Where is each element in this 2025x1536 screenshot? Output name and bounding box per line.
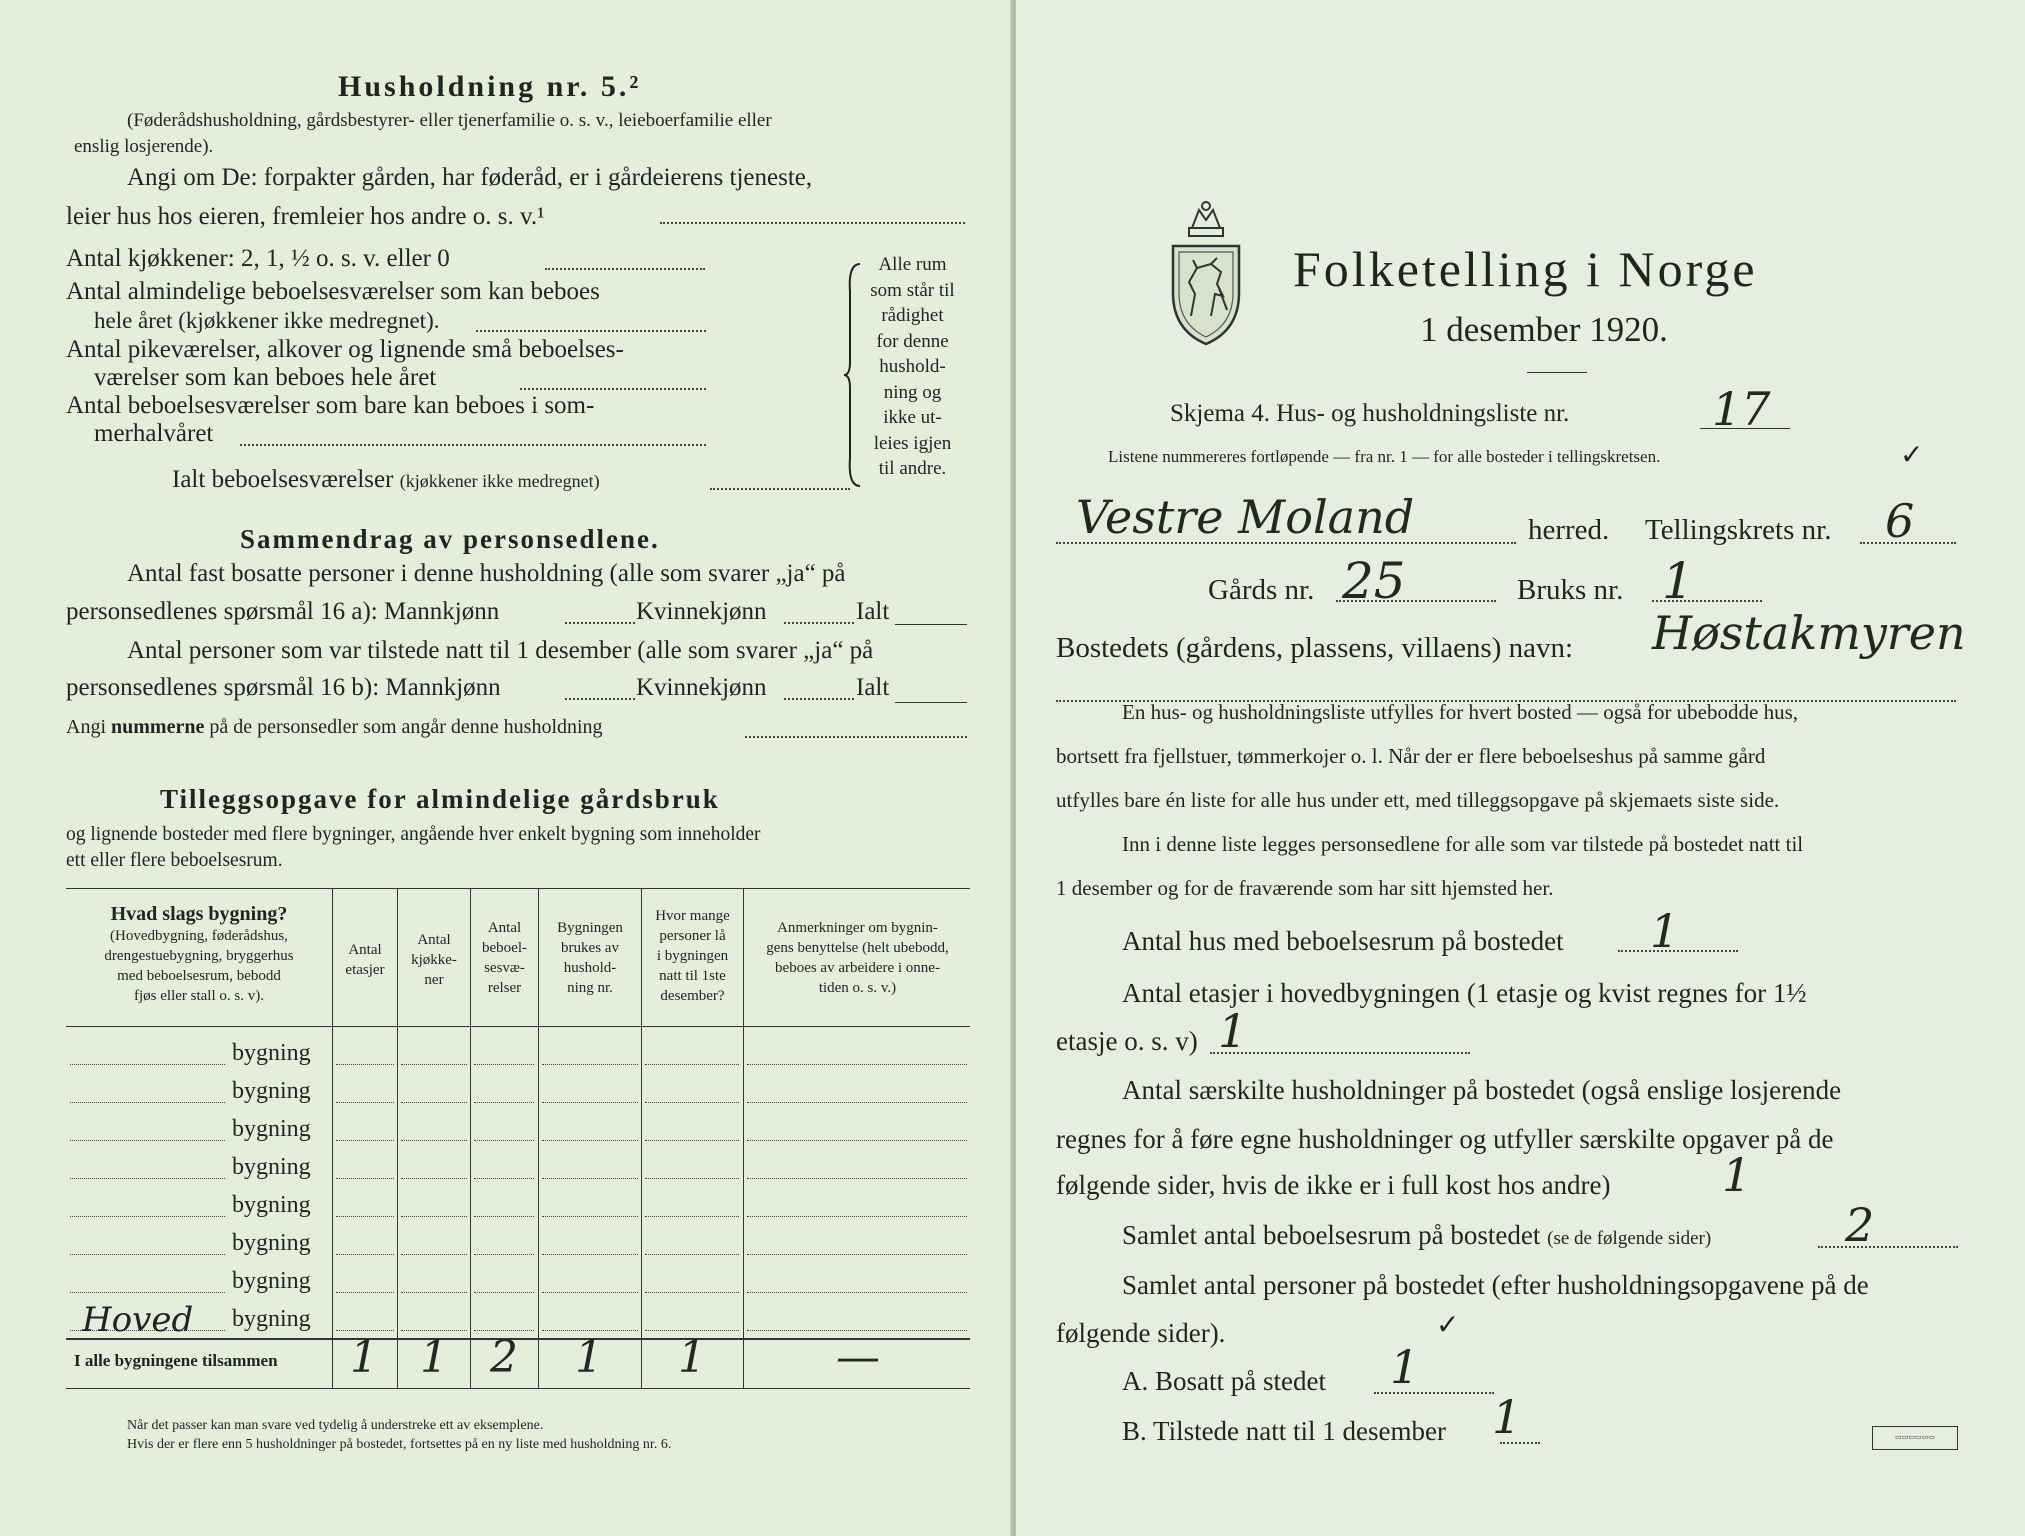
building-cell-line (542, 1330, 638, 1331)
summary-1-ialt: Ialt (856, 598, 890, 625)
brace-note-line: ning og (883, 381, 942, 403)
header-line: relser (487, 980, 522, 996)
building-cell-line (401, 1102, 467, 1103)
header-line: Antal (348, 942, 382, 958)
building-cell-line (645, 1102, 739, 1103)
building-cell-line (542, 1140, 638, 1141)
building-row-fill-line (70, 1292, 225, 1293)
herred-label: herred. (1528, 514, 1610, 546)
printer-stamp-icon: ▭▭▭▭▭▭ (1872, 1426, 1958, 1450)
header-line: natt til 1ste (659, 968, 726, 984)
building-cell-line (401, 1292, 467, 1293)
brace-note-line: til andre. (878, 458, 947, 479)
brace-note-line: ikke ut- (883, 407, 942, 428)
building-cell-line (336, 1140, 394, 1141)
etasjer-question-1: Antal etasjer i hovedbygningen (1 etasje og kvist regnes for 1½ (1122, 978, 1807, 1008)
col-header-building (70, 904, 328, 1006)
header-line: i bygningen (656, 948, 729, 964)
rum-question-note: (se de følgende sider) (1547, 1228, 1712, 1249)
header-line: desember? (660, 988, 725, 1004)
table-total-value: — (836, 1332, 880, 1383)
census-title: Folketelling i Norge (1293, 241, 1758, 297)
brace-note-line: Alle rum (878, 254, 947, 275)
header-line: Bygningen (557, 920, 623, 936)
col-header-remarks (745, 918, 970, 998)
table-total-value: 2 (490, 1332, 518, 1383)
rooms-question-1: Antal almindelige beboelsesværelser som kan beboes (66, 278, 600, 305)
building-cell-line (747, 1330, 967, 1331)
header-line: ning nr. (567, 980, 613, 996)
tillegg-title: Tilleggsopgave for almindelige gårdsbruk (160, 784, 720, 814)
building-cell-line (542, 1254, 638, 1255)
household-title: Husholdning nr. 5.² (338, 70, 642, 103)
header-line: (Hovedbygning, føderådshus, (110, 928, 288, 944)
bosted-handwriting: Høstakmyren (1652, 606, 1966, 660)
bruks-number: 1 (1662, 552, 1694, 610)
last-row-handwriting: Hoved (82, 1300, 194, 1340)
building-cell-line (336, 1102, 394, 1103)
building-cell-line (336, 1064, 394, 1065)
col-header-floors (334, 940, 396, 980)
header-line: ner (424, 972, 444, 988)
tellingskrets-number: 6 (1885, 494, 1915, 548)
summary-1-kvinne: Kvinnekjønn (636, 598, 767, 625)
building-row-label: bygning (232, 1306, 311, 1332)
building-cell-line (747, 1140, 967, 1141)
building-cell-line (542, 1292, 638, 1293)
col-header-rooms (472, 918, 537, 998)
building-cell-line (474, 1178, 534, 1179)
building-cell-line (474, 1330, 534, 1331)
header-line: etasjer (345, 962, 385, 978)
header-line: Antal (417, 932, 451, 948)
building-row-fill-line (70, 1178, 225, 1179)
building-cell-line (401, 1140, 467, 1141)
herred-handwriting: Vestre Moland (1076, 490, 1415, 544)
building-cell-line (474, 1292, 534, 1293)
brace-note-line: hushold- (879, 356, 946, 377)
building-cell-line (542, 1178, 638, 1179)
header-line: brukes av (561, 940, 619, 956)
header-line: hushold- (563, 960, 617, 976)
building-row-label: bygning (232, 1078, 311, 1104)
tilstede-answer: 1 (1492, 1390, 1522, 1444)
col-header-persons (643, 906, 742, 1006)
building-cell-line (401, 1216, 467, 1217)
building-cell-line (336, 1254, 394, 1255)
listene-note: Listene nummereres fortløpende — fra nr. 1 — for alle bosteder i tellingskretsen. (1108, 447, 1661, 466)
household-intro-2: enslig losjerende). (74, 136, 214, 157)
norwegian-coat-of-arms-icon (1167, 198, 1245, 348)
personer-question-2: følgende sider). (1056, 1318, 1226, 1348)
tellingskrets-label: Tellingskrets nr. (1645, 514, 1832, 546)
nummerne-pre: Angi (66, 716, 106, 738)
summer-rooms-question-2: merhalvåret (94, 420, 214, 447)
header-line: sesvæ- (484, 960, 525, 976)
check-mark: ✓ (1900, 440, 1924, 471)
header-line: beboes av arbeidere i onne- (775, 960, 940, 976)
building-cell-line (645, 1254, 739, 1255)
header-line: kjøkke- (411, 952, 457, 968)
brace-note-line: som står til (870, 279, 955, 301)
maid-rooms-question-2: værelser som kan beboes hele året (94, 364, 437, 391)
household-intro: (Føderådshusholdning, gårdsbestyrer- eller tjenerfamilie o. s. v., leieboerfamilie eller (127, 110, 772, 131)
brace-note (860, 252, 965, 482)
building-cell-line (336, 1330, 394, 1331)
building-cell-line (645, 1178, 739, 1179)
building-cell-line (474, 1064, 534, 1065)
table-total-label: I alle bygningene tilsammen (74, 1351, 278, 1370)
building-row-label: bygning (232, 1230, 311, 1256)
header-line: gens benyttelse (helt ubebodd, (766, 940, 949, 956)
left-page (0, 0, 1012, 1536)
nummerne-post: på de personsedler som angår denne husholdning (209, 716, 603, 738)
brace-note-line: leies igjen (873, 432, 952, 454)
bosted-label: Bostedets (gårdens, plassens, villaens) navn: (1056, 632, 1574, 664)
summary-2-ialt: Ialt (856, 674, 890, 701)
etasjer-question-2: etasje o. s. v) (1056, 1026, 1198, 1056)
building-cell-line (645, 1140, 739, 1141)
angi-line-2: leier hus hos eieren, fremleier hos andre o. s. v.¹ (66, 203, 545, 230)
nummerne-line (66, 716, 603, 739)
hus-question: Antal hus med beboelsesrum på bostedet (1122, 926, 1564, 956)
building-cell-line (542, 1216, 638, 1217)
building-row-label: bygning (232, 1192, 311, 1218)
header-line: med beboelsesrum, bebodd (117, 968, 281, 984)
building-row-fill-line (70, 1102, 225, 1103)
col-header-kitchens (399, 930, 469, 990)
total-rooms-note: (kjøkkener ikke medregnet) (399, 471, 600, 491)
personer-question-1: Samlet antal personer på bostedet (efter husholdningsopgavene på de (1122, 1270, 1869, 1300)
header-line: personer lå (659, 928, 726, 944)
husholdninger-question-1: Antal særskilte husholdninger på bostedet (også enslige losjerende (1122, 1075, 1842, 1105)
header-line: Antal (487, 920, 522, 936)
building-cell-line (645, 1064, 739, 1065)
building-cell-line (474, 1102, 534, 1103)
maid-rooms-question-1: Antal pikeværelser, alkover og lignende små beboelses- (66, 336, 624, 363)
building-cell-line (336, 1292, 394, 1293)
rum-question (1122, 1220, 1711, 1251)
building-cell-line (645, 1292, 739, 1293)
husholdninger-answer: 1 (1722, 1148, 1752, 1202)
husholdninger-question-3: følgende sider, hvis de ikke er i full kost hos andre) (1056, 1170, 1611, 1200)
building-row-fill-line (70, 1216, 225, 1217)
table-total-value: 1 (678, 1332, 706, 1383)
header-line: drengestuebygning, bryggerhus (104, 948, 294, 964)
rum-answer: 2 (1845, 1198, 1875, 1252)
building-cell-line (474, 1216, 534, 1217)
total-rooms-text: Ialt beboelsesværelser (172, 466, 394, 493)
building-row-fill-line (70, 1140, 225, 1141)
header-line: beboel- (482, 940, 527, 956)
rum-question-text: Samlet antal beboelsesrum på bostedet (1122, 1220, 1541, 1250)
total-rooms-label (172, 466, 600, 494)
gards-label: Gårds nr. (1208, 574, 1315, 606)
building-cell-line (401, 1254, 467, 1255)
kitchens-question: Antal kjøkkener: 2, 1, ½ o. s. v. eller 0 (66, 245, 450, 272)
building-row-fill-line (70, 1064, 225, 1065)
building-row-label: bygning (232, 1154, 311, 1180)
table-total-value: 1 (575, 1332, 603, 1383)
header-line: Hvad slags bygning? (110, 903, 288, 925)
building-cell-line (645, 1330, 739, 1331)
building-cell-line (542, 1064, 638, 1065)
col-header-household-nr (540, 918, 640, 998)
gards-number: 25 (1342, 552, 1406, 610)
building-cell-line (747, 1292, 967, 1293)
building-cell-line (401, 1330, 467, 1331)
building-row-label: bygning (232, 1040, 311, 1066)
bosatt-answer: 1 (1390, 1340, 1420, 1394)
header-line: Hvor mange (655, 908, 730, 924)
instruction-line: bortsett fra fjellstuer, tømmerkojer o. l. Når der er flere beboelseshus på samme gård (1056, 744, 1766, 768)
building-cell-line (542, 1102, 638, 1103)
building-cell-line (401, 1178, 467, 1179)
building-cell-line (747, 1102, 967, 1103)
tillegg-line-1: og lignende bosteder med flere bygninger, angående hver enkelt bygning som inneholder (66, 824, 761, 845)
summary-line-2b: personsedlenes spørsmål 16 b): Mannkjønn (66, 674, 501, 701)
bruks-label: Bruks nr. (1517, 574, 1624, 606)
building-cell-line (747, 1216, 967, 1217)
rooms-question-2: hele året (kjøkkener ikke medregnet). (94, 308, 440, 333)
instruction-line: Inn i denne liste legges personsedlene for alle som var tilstede på bostedet natt til (1122, 832, 1804, 856)
footnote-1: Når det passer kan man svare ved tydelig å understreke ett av eksemplene. (127, 1418, 544, 1433)
header-line: fjøs eller stall o. s. v). (134, 988, 264, 1004)
census-date: 1 desember 1920. (1420, 310, 1668, 349)
footnote-2: Hvis der er flere enn 5 husholdninger på bostedet, fortsettes på en ny liste med husholdning nr. 6. (127, 1437, 672, 1452)
building-row-fill-line (70, 1254, 225, 1255)
building-cell-line (747, 1178, 967, 1179)
brace-note-line: rådighet (881, 305, 944, 326)
summer-rooms-question-1: Antal beboelsesværelser som bare kan beboes i som- (66, 392, 595, 419)
header-line: tiden o. s. v.) (818, 980, 897, 996)
header-line: Anmerkninger om bygnin- (777, 920, 938, 936)
building-cell-line (336, 1178, 394, 1179)
summary-title: Sammendrag av personsedlene. (240, 524, 660, 554)
tilstede-label: B. Tilstede natt til 1 desember (1122, 1416, 1446, 1446)
skjema-number: 17 (1712, 382, 1771, 436)
building-row-label: bygning (232, 1116, 311, 1142)
tillegg-line-2: ett eller flere beboelsesrum. (66, 850, 283, 871)
check-mark-2: ✓ (1436, 1310, 1460, 1341)
building-cell-line (645, 1216, 739, 1217)
skjema-line: Skjema 4. Hus- og husholdningsliste nr. (1170, 400, 1570, 427)
brace-note-line: for denne (876, 330, 949, 352)
angi-line-1: Angi om De: forpakter gården, har føderåd, er i gårdeierens tjeneste, (127, 164, 813, 191)
table-total-value: 1 (420, 1332, 448, 1383)
building-row-label: bygning (232, 1268, 311, 1294)
nummerne-bold: nummerne (111, 716, 205, 738)
bosatt-label: A. Bosatt på stedet (1122, 1366, 1326, 1396)
building-cell-line (747, 1064, 967, 1065)
table-total-value: 1 (350, 1332, 378, 1383)
building-cell-line (336, 1216, 394, 1217)
building-cell-line (747, 1254, 967, 1255)
summary-1b-text: personsedlenes spørsmål 16 a): Mannkjønn (66, 598, 500, 625)
instruction-line: 1 desember og for de fraværende som har sitt hjemsted her. (1056, 876, 1554, 900)
summary-2-kvinne: Kvinnekjønn (636, 674, 767, 701)
building-cell-line (401, 1064, 467, 1065)
hus-answer: 1 (1650, 904, 1680, 958)
summary-line-1b (66, 598, 499, 626)
husholdninger-question-2: regnes for å føre egne husholdninger og utfyller særskilte opgaver på de (1056, 1124, 1834, 1154)
building-cell-line (474, 1140, 534, 1141)
instruction-line: utfylles bare én liste for alle hus under ett, med tilleggsopgave på skjemaets siste side. (1056, 788, 1780, 812)
instruction-line: En hus- og husholdningsliste utfylles for hvert bosted — også for ubebodde hus, (1122, 700, 1798, 724)
building-cell-line (474, 1254, 534, 1255)
summary-line-1a: Antal fast bosatte personer i denne husholdning (alle som svarer „ja“ på (127, 560, 846, 587)
etasjer-answer: 1 (1218, 1004, 1248, 1058)
summary-line-2a: Antal personer som var tilstede natt til 1 desember (alle som svarer „ja“ på (127, 637, 874, 664)
